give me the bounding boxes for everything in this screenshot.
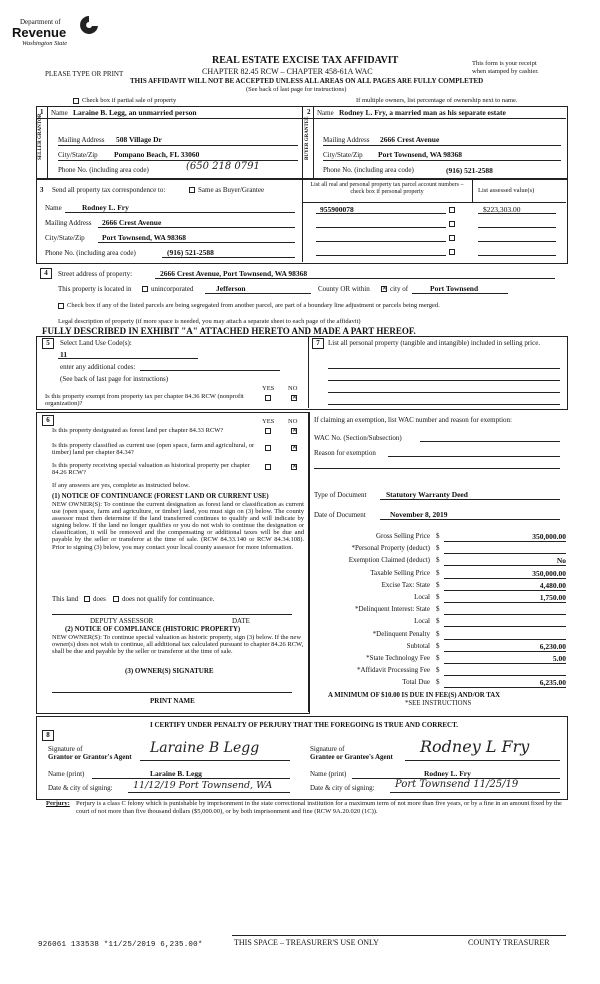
tax-row-dollar: $ xyxy=(436,617,440,626)
section-divider xyxy=(302,106,303,178)
city-of-label: city of xyxy=(390,285,409,293)
forest-yes-checkbox[interactable] xyxy=(265,428,271,434)
section-3-mail-value[interactable]: 2666 Crest Avenue xyxy=(102,218,162,227)
assessed-header: List assessed value(s) xyxy=(478,187,535,194)
s6-no-header: NO xyxy=(288,418,298,425)
buyer-city-value[interactable]: Port Townsend, WA 98368 xyxy=(378,150,463,159)
buyer-name-label: Name xyxy=(317,109,334,117)
tax-row-value[interactable]: 350,000.00 xyxy=(532,532,566,541)
tax-row-label: *State Technology Fee xyxy=(366,654,430,662)
tax-row-dollar: $ xyxy=(436,641,440,650)
seller-mail-label: Mailing Address xyxy=(58,136,105,144)
doc-date-line xyxy=(380,519,560,520)
tax-row-label: Excise Tax: State xyxy=(381,580,430,589)
legal-description-label: Legal description of property (if more space is needed, you may attach a separate sheet to each page of the affidavit) xyxy=(58,318,361,325)
section-5-7-divider xyxy=(308,336,309,408)
section-3-name-label: Name xyxy=(45,204,62,212)
assessed-line-4 xyxy=(478,255,556,256)
grantor-date-label: Date & city of signing: xyxy=(48,784,113,792)
receipt-note-1: This form is your receipt xyxy=(472,60,537,67)
legal-description-value[interactable]: FULLY DESCRIBED IN EXHIBIT "A" ATTACHED HERETO AND MADE A PART HEREOF. xyxy=(42,326,416,336)
tax-row-label: Subtotal xyxy=(406,641,430,650)
buyer-side-label: BUYER GRANTEE xyxy=(305,116,310,160)
buyer-num-divider xyxy=(313,106,314,178)
section-3-city-value[interactable]: Port Townsend, WA 98368 xyxy=(102,233,187,242)
grantor-date-line xyxy=(128,792,290,793)
grantor-name-line xyxy=(92,778,290,779)
tax-row-line xyxy=(444,553,566,554)
parcel-header-divider xyxy=(472,178,473,202)
partial-sale-label: Check box if partial sale of property xyxy=(82,97,177,104)
continuance-title: (1) NOTICE OF CONTINUANCE (FOREST LAND OR CURRENT USE) xyxy=(52,493,269,500)
form-subtitle: CHAPTER 82.45 RCW – CHAPTER 458-61A WAC xyxy=(202,67,373,76)
tax-row-line xyxy=(444,602,566,603)
street-label: Street address of property: xyxy=(58,270,133,278)
deputy-sig-line xyxy=(52,614,292,615)
partial-sale-checkbox[interactable] xyxy=(73,98,79,104)
tax-row-label: Gross Selling Price xyxy=(375,532,430,540)
personal-property-label: List all personal property (tangible and intangible) included in selling price. xyxy=(328,339,541,347)
buyer-city-label: City/State/Zip xyxy=(323,151,363,159)
personal-property-line-3 xyxy=(328,392,560,393)
buyer-mail-label: Mailing Address xyxy=(323,136,370,144)
personal-property-checkbox-4[interactable] xyxy=(449,249,455,255)
grantee-sig-label-2: Grantee or Grantee's Agent xyxy=(310,753,393,761)
buyer-mail-value[interactable]: 2666 Crest Avenue xyxy=(380,135,440,144)
seller-mail-line xyxy=(58,145,298,146)
section-7-number: 7 xyxy=(312,338,324,349)
tax-row-dollar: $ xyxy=(436,568,440,577)
doc-type-line xyxy=(380,499,560,500)
tax-row-line xyxy=(444,639,566,640)
tax-row-value[interactable]: 5.00 xyxy=(552,654,566,663)
seller-city-line xyxy=(58,160,298,161)
section-3-city-line xyxy=(98,242,295,243)
seller-name-label: Name xyxy=(51,109,68,117)
treasurer-space-label: THIS SPACE – TREASURER'S USE ONLY xyxy=(234,938,379,947)
tax-row-dollar: $ xyxy=(436,666,440,675)
tax-row-dollar: $ xyxy=(436,605,440,614)
tax-row-line xyxy=(444,565,566,566)
tax-row-dollar: $ xyxy=(436,593,440,601)
buyer-city-line xyxy=(323,160,561,161)
assessed-line-3 xyxy=(478,241,556,242)
seller-city-value[interactable]: Pompano Beach, FL 33060 xyxy=(114,150,200,159)
minimum-fee-note: A MINIMUM OF $10.00 IS DUE IN FEE(S) AND/OR TAX xyxy=(328,692,501,699)
doc-type-label: Type of Document xyxy=(314,491,367,499)
section-3-phone-value[interactable]: (916) 521-2588 xyxy=(167,248,214,257)
section-2-number: 2 xyxy=(307,108,311,116)
tax-row-line xyxy=(444,687,566,688)
please-type: PLEASE TYPE OR PRINT xyxy=(45,70,124,78)
parcel-header: List all real and personal property tax parcel account numbers – check box if personal property xyxy=(310,182,464,195)
grantee-name-value[interactable]: Rodney L. Fry xyxy=(424,769,471,778)
tax-row-line xyxy=(444,675,566,676)
tax-row-value[interactable]: 350,000.00 xyxy=(532,568,566,578)
deputy-date-label: DATE xyxy=(232,617,250,625)
owner-signature-label: (3) OWNER(S) SIGNATURE xyxy=(125,667,214,675)
land-qualifies-checkbox[interactable] xyxy=(84,596,90,602)
parcel-line-4 xyxy=(316,255,446,256)
city-value[interactable]: Port Townsend xyxy=(430,284,479,293)
same-as-buyer-label: Same as Buyer/Grantee xyxy=(198,186,265,194)
section-3-phone-label: Phone No. (including area code) xyxy=(45,249,136,257)
tax-row-line xyxy=(444,541,566,542)
historic-question: Is this property receiving special valuation as historical property per chapter 84.26 RCW? xyxy=(52,462,250,476)
wac-line xyxy=(420,441,560,442)
deputy-assessor-label: DEPUTY ASSESSOR xyxy=(90,617,154,625)
section-4-number: 4 xyxy=(40,268,52,279)
seller-name-value[interactable]: Laraine B. Legg, an unmarried person xyxy=(73,108,197,117)
s5-yes-header: YES xyxy=(262,385,275,392)
seller-side-label: SELLER GRANTOR xyxy=(38,113,43,160)
personal-property-checkbox-3[interactable] xyxy=(449,235,455,241)
personal-property-checkbox-2[interactable] xyxy=(449,221,455,227)
tax-row-dollar: $ xyxy=(436,678,440,687)
print-name-label: PRINT NAME xyxy=(150,697,195,705)
parcel-number-1[interactable]: 955900078 xyxy=(320,205,354,214)
grantor-sig-label-1: Signature of xyxy=(48,745,83,753)
assessed-line-1 xyxy=(478,213,556,214)
tax-row-line xyxy=(444,663,566,664)
forest-no-checkbox[interactable] xyxy=(291,428,297,434)
section-5-number: 5 xyxy=(42,338,54,349)
grantor-name-value[interactable]: Laraine B. Legg xyxy=(150,769,202,778)
personal-property-checkbox-1[interactable] xyxy=(449,207,455,213)
county-value[interactable]: Jefferson xyxy=(216,284,246,293)
grantor-name-label: Name (print) xyxy=(48,770,85,778)
tax-row-dollar: $ xyxy=(436,532,440,540)
wac-label: WAC No. (Section/Subsection) xyxy=(314,434,402,442)
seller-mail-value[interactable]: 508 Village Dr xyxy=(116,135,162,144)
personal-property-line-1 xyxy=(328,368,560,369)
section-3-mail-line xyxy=(98,227,295,228)
tax-row-line xyxy=(444,590,566,591)
tax-row-value[interactable]: 6,230.00 xyxy=(539,641,566,651)
reason-label: Reason for exemption xyxy=(314,449,376,457)
tax-row-label: *Delinquent Penalty xyxy=(372,629,430,638)
segregated-label: Check box if any of the listed parcels are being segregated from another parcel, are part of a boundary line adjustment or parcels being merged. xyxy=(67,302,440,309)
tax-row-dollar: $ xyxy=(436,654,440,662)
parcel-line-2 xyxy=(316,227,446,228)
section-3-phone-line xyxy=(162,257,295,258)
reason-line-2 xyxy=(314,468,560,469)
within-city-checkbox[interactable] xyxy=(381,286,387,292)
parcel-header-bottom xyxy=(302,202,566,203)
section-8-number: 8 xyxy=(42,730,54,741)
historic-no-checkbox[interactable] xyxy=(291,464,297,470)
section-6-divider xyxy=(308,412,309,712)
segregated-checkbox[interactable] xyxy=(58,303,64,309)
print-name-line xyxy=(52,692,292,693)
continuance-body: NEW OWNER(S): To continue the current designation as forest land or classification as current use (open space, farm and agriculture, or timber) land, you must sign on (3) below. The county assessor must then determine if the land transferred continues to qualify and will indicate by signing below. If the land no longer qualifies or you do not wish to continue the designation or classification, it will be removed and the compensating or additional taxes will be due and payable by the seller or transferor at the time of sale. (RCW 84.33.140 or RCW 84.34.108). Prior to signing (3) below, you may contact your local county assessor for more information. xyxy=(52,501,304,551)
this-land-label: This land xyxy=(52,595,79,603)
compliance-title: (2) NOTICE OF COMPLIANCE (HISTORIC PROPERTY) xyxy=(65,626,241,633)
seller-num-divider xyxy=(47,106,48,178)
tax-row-dollar: $ xyxy=(436,556,440,565)
seller-city-label: City/State/Zip xyxy=(58,151,98,159)
exempt-yes-checkbox[interactable] xyxy=(265,395,271,401)
unincorporated-label: unincorporated xyxy=(151,285,194,293)
grantee-sig-line xyxy=(405,760,560,761)
logo-dept-of: Department of xyxy=(20,18,61,26)
section-3-number: 3 xyxy=(40,186,44,194)
buyer-phone-label: Phone No. (including area code) xyxy=(323,166,414,174)
grantee-signature[interactable]: Rodney L Fry xyxy=(420,737,530,756)
perjury-label: Perjury: xyxy=(46,800,70,807)
tax-row-label: *Personal Property (deduct) xyxy=(351,544,430,553)
compliance-body: NEW OWNER(S): To continue special valuation as historic property, sign (3) below. If the new owner(s) does not wish to continue, all additional tax calculated pursuant to chapter 84.26 RCW, shall be due and payable by the seller or transferor at the time of sale. xyxy=(52,634,304,656)
unincorporated-checkbox[interactable] xyxy=(142,286,148,292)
tax-row-value[interactable]: 6,235.00 xyxy=(539,678,566,688)
see-back-note: (See back of last page for instructions) xyxy=(246,86,347,93)
current-use-no-checkbox[interactable] xyxy=(291,445,297,451)
grantor-sig-line xyxy=(140,760,290,761)
section-3-name-value[interactable]: Rodney L. Fry xyxy=(82,203,129,212)
treasurer-top-line xyxy=(232,935,566,936)
see-instructions-note: *SEE INSTRUCTIONS xyxy=(405,700,472,707)
form-title: REAL ESTATE EXCISE TAX AFFIDAVIT xyxy=(212,55,399,66)
street-value[interactable]: 2666 Crest Avenue, Port Townsend, WA 98368 xyxy=(160,269,308,278)
county-label: County OR within xyxy=(318,285,370,293)
tax-row-line xyxy=(444,651,566,652)
grantor-signature[interactable]: Laraine B Legg xyxy=(150,740,260,756)
buyer-phone-value[interactable]: (916) 521-2588 xyxy=(446,166,493,175)
does-not-label: does not qualify for continuance. xyxy=(122,595,215,603)
tax-row-label: *Delinquent Interest: State xyxy=(354,605,430,614)
section-3-divider xyxy=(302,178,303,262)
perjury-text: Perjury is a class C felony which is punishable by imprisonment in the state correctional institution for a maximum term of not more than five years, or by a fine in an amount fixed by the court of not more than five thousand dollars ($5,000.00), or by both imprisonment and fine (RCW 9A.20.020 (1C)). xyxy=(76,800,562,815)
doc-type-value[interactable]: Statutory Warranty Deed xyxy=(386,490,468,499)
street-line xyxy=(155,278,555,279)
same-as-buyer-checkbox[interactable] xyxy=(189,187,195,193)
multiple-owners-note: If multiple owners, list percentage of ownership next to name. xyxy=(356,97,518,104)
county-treasurer-label: COUNTY TREASURER xyxy=(468,938,550,947)
tax-row-value[interactable]: 1,750.00 xyxy=(539,593,566,602)
historic-yes-checkbox[interactable] xyxy=(265,464,271,470)
grantee-date-value[interactable]: Port Townsend 11/25/19 xyxy=(395,779,519,790)
land-use-line xyxy=(58,358,198,359)
section-3-mail-label: Mailing Address xyxy=(45,219,92,227)
city-line xyxy=(412,293,508,294)
tax-row-label: *Affidavit Processing Fee xyxy=(357,666,430,675)
form-notice: THIS AFFIDAVIT WILL NOT BE ACCEPTED UNLESS ALL AREAS ON ALL PAGES ARE FULLY COMPLETED xyxy=(130,77,484,85)
reason-line-1 xyxy=(388,456,560,457)
parcel-line-1 xyxy=(316,213,446,214)
land-use-label: Select Land Use Code(s): xyxy=(60,339,132,347)
current-use-question: Is this property classified as current use (open space, farm and agricultural, or timber) land per chapter 84.34? xyxy=(52,442,255,456)
personal-property-line-2 xyxy=(328,380,560,381)
does-label: does xyxy=(93,595,106,603)
doc-date-value[interactable]: November 8, 2019 xyxy=(390,510,448,519)
additional-codes-line xyxy=(140,370,280,371)
s6-yes-header: YES xyxy=(262,418,275,425)
tax-row-label: Exemption Claimed (deduct) xyxy=(348,556,430,565)
assessed-value-1[interactable]: $223,303.00 xyxy=(483,205,521,214)
personal-property-line-4 xyxy=(328,404,560,405)
located-label: This property is located in xyxy=(58,285,132,293)
land-not-qualify-checkbox[interactable] xyxy=(113,596,119,602)
certify-statement: I CERTIFY UNDER PENALTY OF PERJURY THAT THE FOREGOING IS TRUE AND CORRECT. xyxy=(150,721,459,729)
s5-no-header: NO xyxy=(288,385,298,392)
grantee-sig-label-1: Signature of xyxy=(310,745,345,753)
if-yes-note: If any answers are yes, complete as instructed below. xyxy=(52,482,190,489)
section-3-city-label: City/State/Zip xyxy=(45,234,85,242)
grantee-date-label: Date & city of signing: xyxy=(310,784,375,792)
tax-row-dollar: $ xyxy=(436,629,440,638)
section-6-number: 6 xyxy=(42,415,54,426)
exemption-label: If claiming an exemption, list WAC number and reason for exemption: xyxy=(314,416,512,424)
tax-row-label: Total Due xyxy=(402,678,430,687)
grantee-date-line xyxy=(390,792,560,793)
land-use-see-back: (See back of last page for instructions) xyxy=(60,375,169,383)
section-3-label: Send all property tax correspondence to: xyxy=(52,186,166,194)
name-row-divider xyxy=(36,118,566,119)
tax-row-line xyxy=(444,626,566,627)
cashier-stamp: 926061 133538 *11/25/2019 6,235.00* xyxy=(38,941,203,949)
tax-row-line xyxy=(444,578,566,579)
tax-row-value[interactable]: 4,480.00 xyxy=(539,580,566,590)
receipt-note-2: when stamped by cashier. xyxy=(472,68,539,75)
forest-land-question: Is this property designated as forest land per chapter 84.33 RCW? xyxy=(52,427,224,434)
tax-row-label: Taxable Selling Price xyxy=(370,568,430,577)
tax-row-dollar: $ xyxy=(436,544,440,553)
grantor-date-value[interactable]: 11/12/19 Port Townsend, WA xyxy=(133,780,273,791)
logo-revenue: Revenue xyxy=(12,25,67,40)
exempt-question: Is this property exempt from property tax per chapter 84.36 RCW (nonprofit organization)? xyxy=(45,393,244,407)
tax-row-line xyxy=(444,614,566,615)
buyer-mail-line xyxy=(323,145,561,146)
tax-row-label: Local xyxy=(414,593,430,601)
grantee-name-label: Name (print) xyxy=(310,770,347,778)
tax-row-value[interactable]: No xyxy=(556,556,566,566)
parcel-line-3 xyxy=(316,241,446,242)
grantor-sig-label-2: Grantor or Grantor's Agent xyxy=(48,753,132,761)
tax-row-label: Local xyxy=(414,617,430,626)
seller-phone-label: Phone No. (including area code) xyxy=(58,166,149,174)
exempt-no-checkbox[interactable] xyxy=(291,395,297,401)
wa-swirl-icon xyxy=(78,14,100,38)
logo-wa-state: Washington State xyxy=(22,40,68,47)
seller-phone-value[interactable]: (650 218 0791 xyxy=(186,161,260,172)
land-use-code[interactable]: 11 xyxy=(60,350,68,359)
current-use-yes-checkbox[interactable] xyxy=(265,445,271,451)
county-line xyxy=(205,293,311,294)
additional-codes-label: enter any additional codes: xyxy=(60,363,136,371)
section-1-number: 1 xyxy=(40,108,44,116)
tax-row-dollar: $ xyxy=(436,580,440,589)
section-3-name-line xyxy=(65,212,295,213)
doc-date-label: Date of Document xyxy=(314,511,366,519)
assessed-line-2 xyxy=(478,227,556,228)
buyer-name-value[interactable]: Rodney L. Fry, a married man as his separate estate xyxy=(339,108,506,117)
